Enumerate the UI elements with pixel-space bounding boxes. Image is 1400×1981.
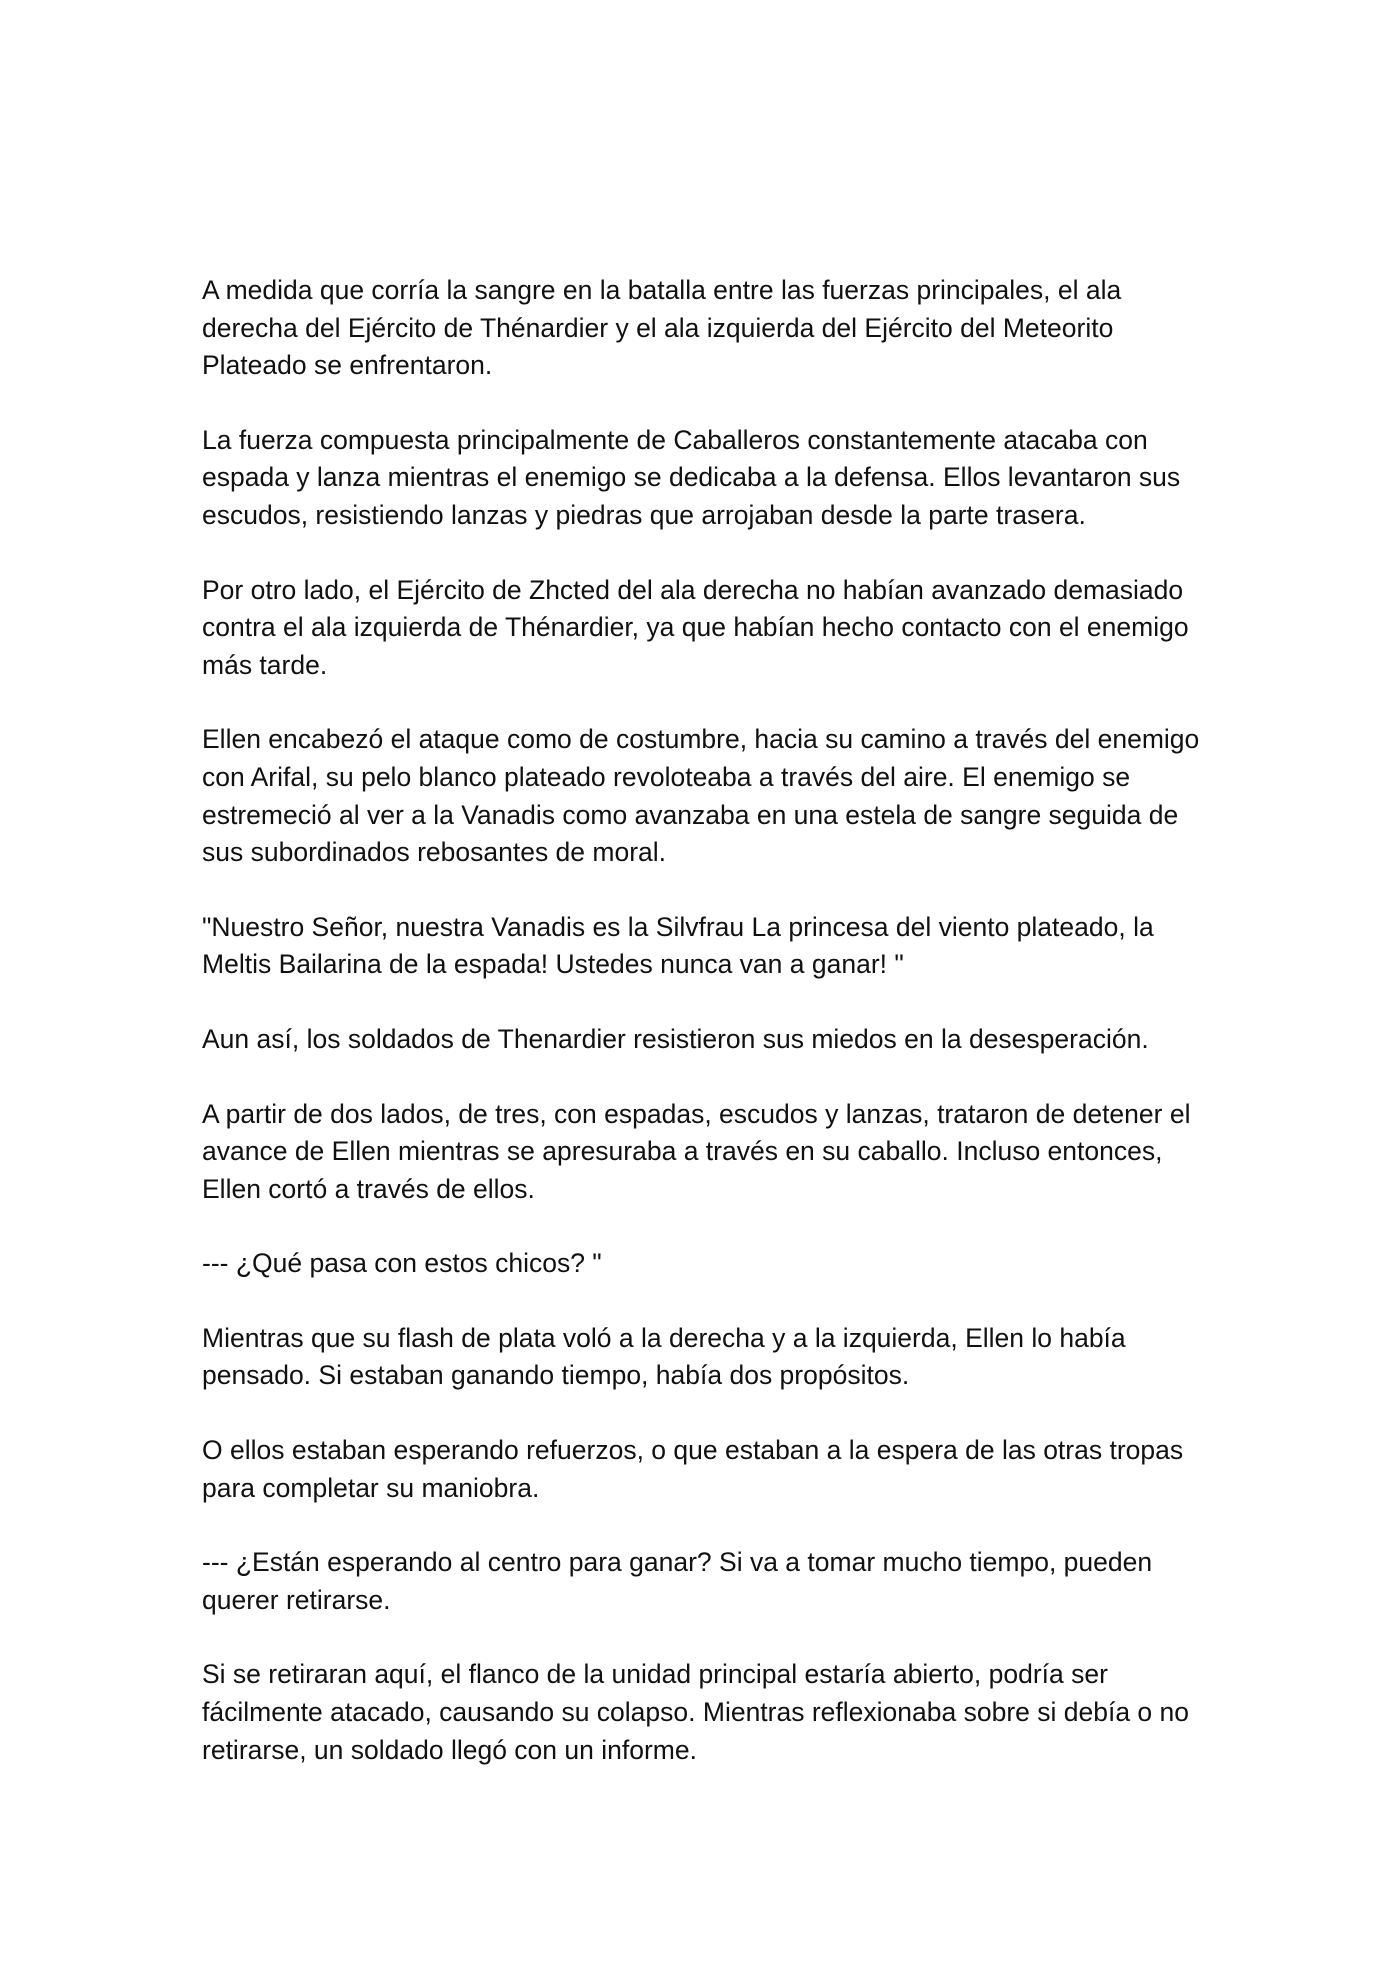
paragraph-4: Ellen encabezó el ataque como de costumbre, hacia su camino a través del enemigo con Arifal, su pelo blanco plateado revoloteaba a través del aire. El enemigo se estremeció al ver a la Vanadis como avanzaba en una estela de sangre seguida de sus subordinados rebosantes de moral. (202, 724, 1200, 868)
paragraph-11: --- ¿Están esperando al centro para ganar? Si va a tomar mucho tiempo, pueden querer retirarse. (202, 1547, 1153, 1615)
paragraph-3: Por otro lado, el Ejército de Zhcted del ala derecha no habían avanzado demasiado contra el ala izquierda de Thénardier, ya que habían hecho contacto con el enemigo más tarde. (202, 574, 1189, 680)
paragraph-10: O ellos estaban esperando refuerzos, o que estaban a la espera de las otras tropas para completar su maniobra. (202, 1435, 1184, 1503)
paragraph-1: A medida que corría la sangre en la batalla entre las fuerzas principales, el ala derecha del Ejército de Thénardier y el ala izquierda del Ejército del Meteorito Plateado se enfrentaron. (202, 275, 1122, 381)
paragraph-6: Aun así, los soldados de Thenardier resistieron sus miedos en la desesperación. (202, 1023, 1149, 1054)
paragraph-12: Si se retiraran aquí, el flanco de la unidad principal estaría abierto, podría ser fácilmente atacado, causando su colapso. Mientras reflexionaba sobre si debía o no retirarse, un soldado llegó con un informe. (202, 1659, 1189, 1765)
paragraph-8: --- ¿Qué pasa con estos chicos? " (202, 1248, 602, 1279)
paragraph-9: Mientras que su flash de plata voló a la derecha y a la izquierda, Ellen lo había pensado. Si estaban ganando tiempo, había dos propósitos. (202, 1322, 1126, 1391)
paragraph-5: "Nuestro Señor, nuestra Vanadis es la Silvfrau La princesa del viento plateado, la Meltis Bailarina de la espada! Ustedes nunca van a ganar! " (202, 911, 1154, 980)
paragraph-2: La fuerza compuesta principalmente de Caballeros constantemente atacaba con espada y lanza mientras el enemigo se dedicaba a la defensa. Ellos levantaron sus escudos, resistiendo lanzas y piedras que arrojaban desde la parte trasera. (202, 424, 1181, 530)
paragraph-7: A partir de dos lados, de tres, con espadas, escudos y lanzas, trataron de detener el avance de Ellen mientras se apresuraba a través en su caballo. Incluso entonces, Ellen cortó a través de ellos. (202, 1098, 1191, 1204)
document-body (202, 272, 1212, 1769)
